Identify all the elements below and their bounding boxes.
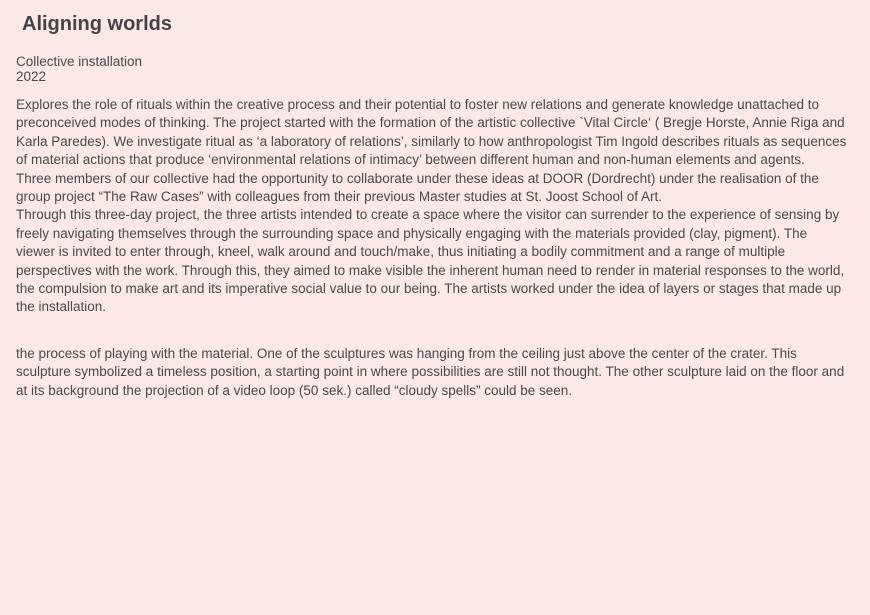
continuation-paragraph: the process of playing with the material. One of the sculptures was hanging from the ceiling just above the center of the crater. This sculpture symbolized a timeless position, a starting point in where possibilities are still not thought. The other sculpture laid on the floor and at its background the projection of a video loop (50 sek.) called “cloudy spells” could be seen. [16, 345, 845, 398]
project-description [16, 96, 848, 400]
description-paragraph: Three members of our collective had the opportunity to collaborate under these ideas at DOOR (Dordrecht) under the realisation of the group project “The Raw Cases” with colleagues from their previous Master studies at St. Joost School of Art. [16, 170, 819, 205]
project-type: Collective installation [16, 54, 143, 69]
description-paragraph: Explores the role of rituals within the creative process and their potential to foster new relations and generate knowledge unattached to preconceived modes of thinking. The project started with the formation of the artistic collective `Vital Circle‘ ( Bregje Horste, Annie Riga and Karla Paredes). We investigate ritual as ‘a laboratory of relations’, similarly to how anthropologist Tim Ingold describes rituals as sequences of material actions that produce ‘environmental relations of intimacy’ between different human and non-human elements and agents. [16, 97, 847, 168]
document-page [16, 12, 848, 400]
project-year: 2022 [16, 69, 47, 84]
page-title: Aligning worlds [22, 13, 172, 35]
project-meta [16, 54, 848, 84]
description-paragraph: Through this three-day project, the three artists intended to create a space where the visitor can surrender to the experience of sensing by freely navigating themselves through the surrounding space and physically engaging with the materials provided (clay, pigment). The viewer is invited to enter through, kneel, walk around and touch/make, thus initiating a bodily commitment and a range of multiple perspectives with the work. Through this, they aimed to make visible the inherent human need to render in material responses to the world, the compulsion to make art and its imperative social value to our being. The artists worked under the idea of layers or stages that made up the installation. [16, 207, 845, 315]
paragraph-gap [16, 317, 848, 345]
